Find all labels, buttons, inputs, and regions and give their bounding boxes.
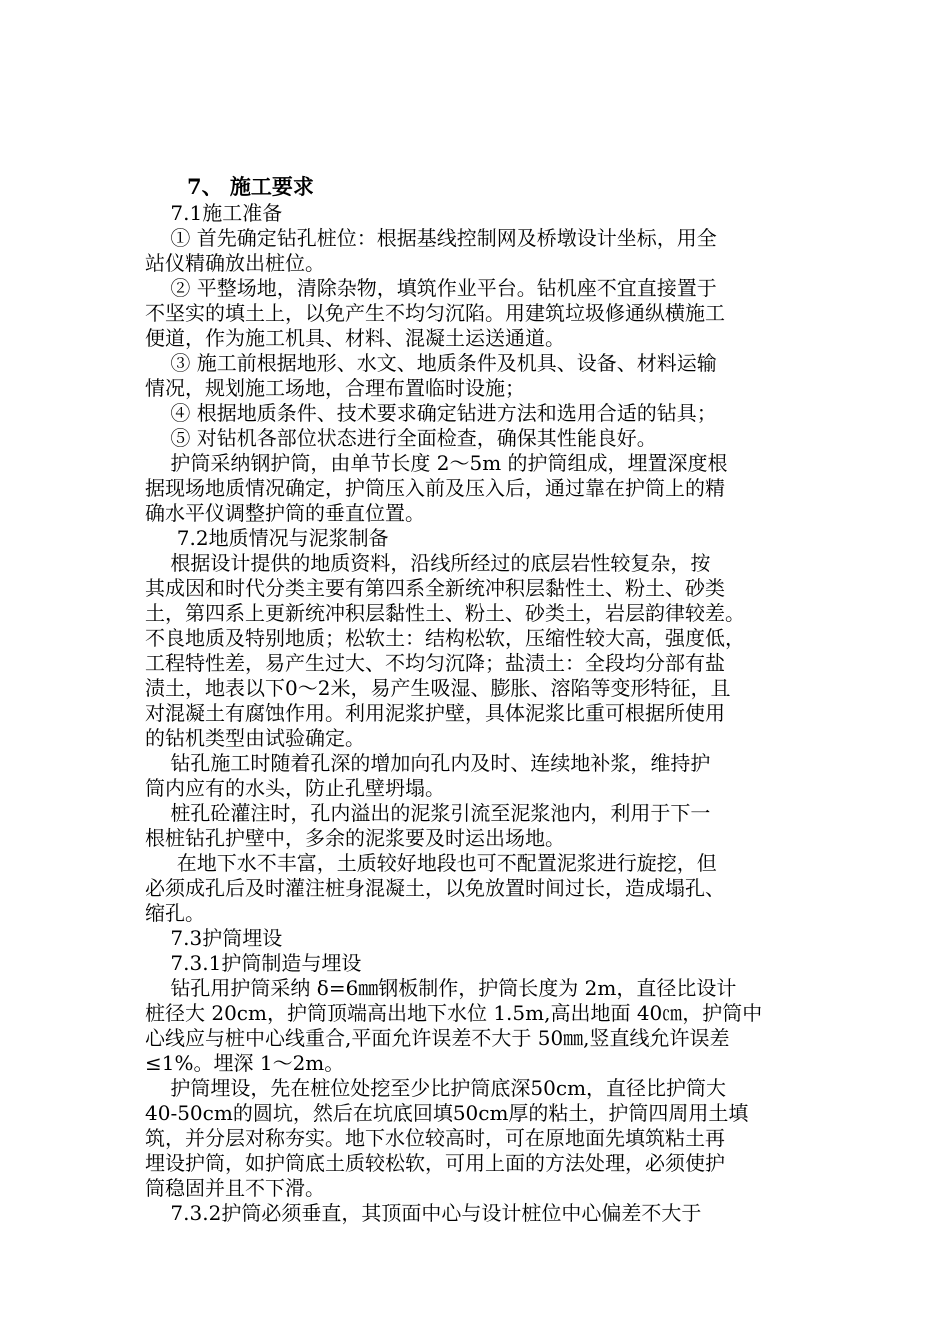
text-line: 护筒埋设，先在桩位处挖至少比护筒底深50cm，直径比护筒大 bbox=[145, 1076, 727, 1100]
text-line: 7.1施工准备 bbox=[145, 201, 283, 225]
text-line: ④ 根据地质条件、技术要求确定钻进方法和选用合适的钻具； bbox=[145, 401, 717, 425]
text-line: 护筒采纳钢护筒，由单节长度 2～5m 的护筒组成，埋置深度根 bbox=[145, 451, 728, 475]
text-line: 桩孔砼灌注时，孔内溢出的泥浆引流至泥浆池内，利用于下一 bbox=[145, 801, 711, 825]
text-line: 在地下水不丰富，土质较好地段也可不配置泥浆进行旋挖，但 bbox=[145, 851, 717, 875]
text-line: 工程特性差，易产生过大、不均匀沉降；盐渍土：全段均分部有盐 bbox=[145, 651, 725, 675]
text-line: 据现场地质情况确定，护筒压入前及压入后，通过靠在护筒上的精 bbox=[145, 476, 725, 500]
text-line: 确水平仪调整护筒的垂直位置。 bbox=[145, 501, 425, 525]
text-line: 心线应与桩中心线重合,平面允许误差不大于 50㎜,竖直线允许误差 bbox=[145, 1026, 730, 1050]
text-line: ③ 施工前根据地形、水文、地质条件及机具、设备、材料运输 bbox=[145, 351, 717, 375]
text-line: 便道，作为施工机具、材料、混凝土运送通道。 bbox=[145, 326, 565, 350]
text-line: 筒稳固并且不下滑。 bbox=[145, 1176, 325, 1200]
document-body bbox=[145, 173, 825, 1226]
text-line: ① 首先确定钻孔桩位：根据基线控制网及桥墩设计坐标，用全 bbox=[145, 226, 717, 250]
text-line: 其成因和时代分类主要有第四系全新统冲积层黏性土、粉土、砂类 bbox=[145, 576, 725, 600]
text-line: 的钻机类型由试验确定。 bbox=[145, 726, 365, 750]
text-line: 7.3护筒埋设 bbox=[145, 926, 283, 950]
text-line: 缩孔。 bbox=[145, 901, 205, 925]
text-line: 根桩钻孔护壁中，多余的泥浆要及时运出场地。 bbox=[145, 826, 565, 850]
text-line: 钻孔施工时随着孔深的增加向孔内及时、连续地补浆，维持护 bbox=[145, 751, 711, 775]
text-line: ⑤ 对钻机各部位状态进行全面检查，确保其性能良好。 bbox=[145, 426, 657, 450]
text-line: 必须成孔后及时灌注桩身混凝土，以免放置时间过长，造成塌孔、 bbox=[145, 876, 725, 900]
text-line: 40-50cm的圆坑，然后在坑底回填50cm厚的粘土，护筒四周用土填 bbox=[145, 1101, 749, 1125]
text-line: 情况，规划施工场地，合理布置临时设施； bbox=[145, 376, 525, 400]
text-line: 埋设护筒，如护筒底土质较松软，可用上面的方法处理，必须使护 bbox=[145, 1151, 725, 1175]
text-line: ≤1%。埋深 1～2m。 bbox=[145, 1051, 345, 1075]
text-line: 根据设计提供的地质资料，沿线所经过的底层岩性较复杂，按 bbox=[145, 551, 711, 575]
text-line: 站仪精确放出桩位。 bbox=[145, 251, 325, 275]
text-line: 不坚实的填土上，以免产生不均匀沉陷。用建筑垃圾修通纵横施工 bbox=[145, 301, 725, 325]
text-line: ② 平整场地，清除杂物，填筑作业平台。钻机座不宜直接置于 bbox=[145, 276, 717, 300]
text-line: 对混凝土有腐蚀作用。利用泥浆护壁，具体泥浆比重可根据所使用 bbox=[145, 701, 725, 725]
text-line: 筒内应有的水头，防止孔壁坍塌。 bbox=[145, 776, 445, 800]
text-line: 渍土，地表以下0～2米，易产生吸湿、膨胀、溶陷等变形特征，且 bbox=[145, 676, 731, 700]
text-line: 筑，并分层对称夯实。地下水位较高时，可在原地面先填筑粘土再 bbox=[145, 1126, 725, 1150]
paragraph-lines bbox=[145, 201, 825, 1226]
text-line: 不良地质及特别地质；松软土：结构松软，压缩性较大高，强度低， bbox=[145, 626, 745, 650]
text-line: 7.3.1护筒制造与埋设 bbox=[145, 951, 362, 975]
text-line: 7.2地质情况与泥浆制备 bbox=[145, 526, 389, 550]
text-line: 土，第四系上更新统冲积层黏性土、粉土、砂类土，岩层韵律较差。 bbox=[145, 601, 745, 625]
text-line: 钻孔用护筒采纳 δ=6㎜钢板制作，护筒长度为 2m，直径比设计 bbox=[145, 976, 737, 1000]
section-heading: 7、 施工要求 bbox=[187, 174, 314, 199]
text-line: 7.3.2护筒必须垂直，其顶面中心与设计桩位中心偏差不大于 bbox=[145, 1201, 702, 1225]
text-line: 桩径大 20cm，护筒顶端高出地下水位 1.5m,高出地面 40㎝，护筒中 bbox=[145, 1001, 763, 1025]
